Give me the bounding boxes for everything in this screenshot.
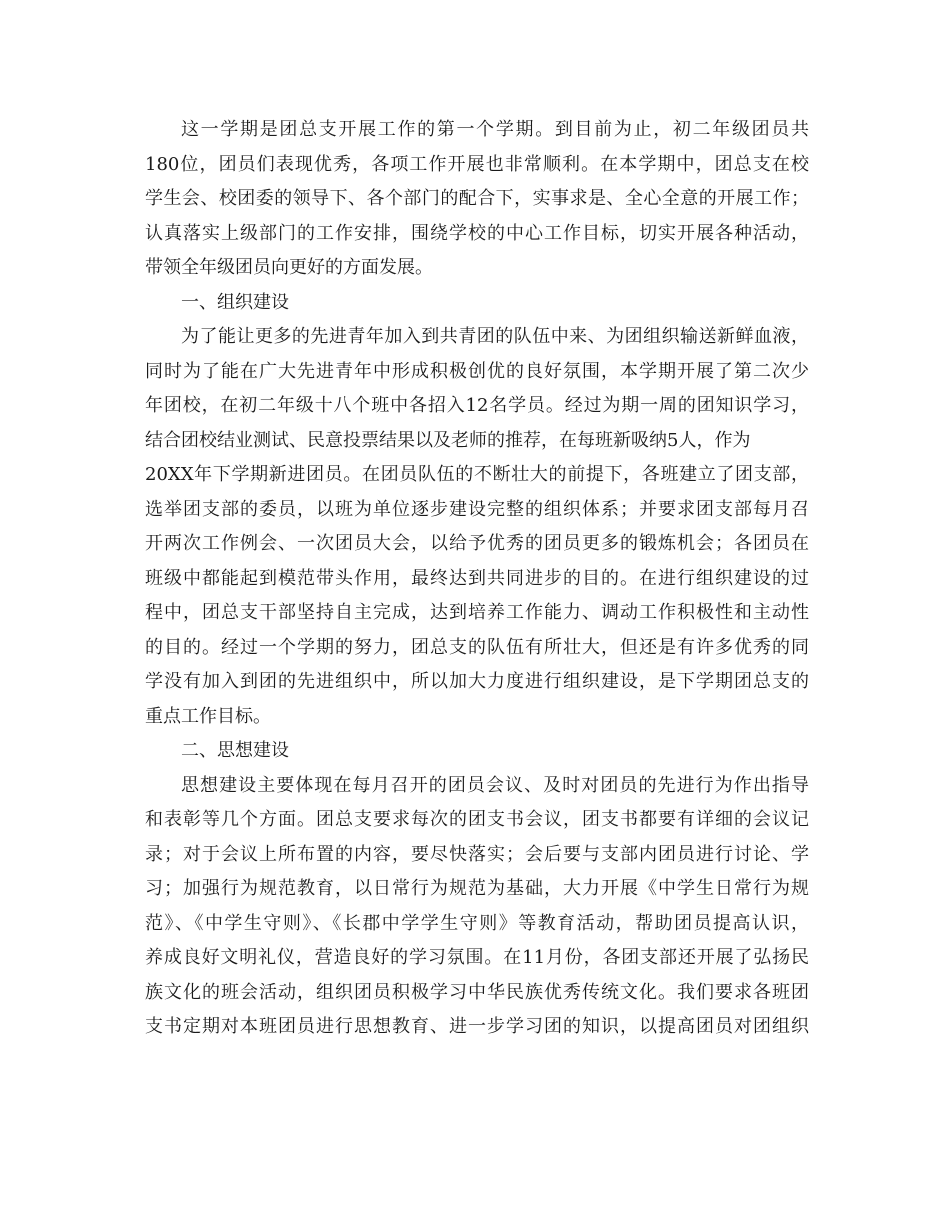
text-line: 一、组织建设 [181,291,289,313]
text-line: 结合团校结业测试、民意投票结果以及老师的推荐，在每班新吸纳5人，作为 [145,429,751,451]
text-line: 认真落实上级部门的工作安排，围绕学校的中心工作目标，切实开展各种活动， [145,222,809,244]
text-line: 学没有加入到团的先进组织中，所以加大力度进行组织建设，是下学期团总支的 [145,671,809,692]
text-line: 思想建设主要体现在每月召开的团员会议、及时对团员的先进行为作出指导 [181,774,809,796]
text-line: 这一学期是团总支开展工作的第一个学期。到目前为止，初二年级团员共 [181,119,809,140]
text-line: 年团校，在初二年级十八个班中各招入12名学员。经过为期一周的团知识学习， [145,395,809,416]
text-line: 选举团支部的委员，以班为单位逐步建设完整的组织体系；并要求团支部每月召 [145,498,809,520]
text-line: 180位，团员们表现优秀，各项工作开展也非常顺利。在本学期中，团总支在校 [145,153,809,175]
text-line: 族文化的班会活动，组织团员积极学习中华民族优秀传统文化。我们要求各班团 [145,981,809,1003]
text-line: 程中，团总支干部坚持自主完成，达到培养工作能力、调动工作积极性和主动性 [145,602,809,623]
text-line: 养成良好文明礼仪，营造良好的学习氛围。在11月份，各团支部还开展了弘扬民 [145,947,809,968]
text-line: 习；加强行为规范教育，以日常行为规范为基础，大力开展《中学生日常行为规 [145,878,809,899]
text-line: 和表彰等几个方面。团总支要求每次的团支书会议，团支书都要有详细的会议记 [145,809,809,830]
text-line: 20XX年下学期新进团员。在团员队伍的不断壮大的前提下，各班建立了团支部， [145,464,809,485]
text-line: 班级中都能起到模范带头作用，最终达到共同进步的目的。在进行组织建设的过 [145,567,809,589]
text-line: 二、思想建设 [181,740,289,761]
text-line: 带领全年级团员向更好的方面发展。 [145,257,433,278]
text-line: 学生会、校团委的领导下、各个部门的配合下，实事求是、全心全意的开展工作； [145,188,809,209]
document-body [145,113,809,1045]
text-line: 范》、《中学生守则》、《长郡中学学生守则》等教育活动，帮助团员提高认识， [145,912,809,934]
text-line: 的目的。经过一个学期的努力，团总支的队伍有所壮大，但还是有许多优秀的同 [145,636,809,658]
text-line: 同时为了能在广大先进青年中形成积极创优的良好氛围，本学期开展了第二次少 [145,360,809,382]
text-line: 为了能让更多的先进青年加入到共青团的队伍中来、为团组织输送新鲜血液， [181,326,809,347]
text-line: 重点工作目标。 [145,705,271,727]
text-line: 支书定期对本班团员进行思想教育、进一步学习团的知识，以提高团员对团组织 [145,1016,809,1037]
text-line: 录；对于会议上所布置的内容，要尽快落实；会后要与支部内团员进行讨论、学 [145,843,809,865]
text-line: 开两次工作例会、一次团员大会，以给予优秀的团员更多的锻炼机会；各团员在 [145,533,809,554]
